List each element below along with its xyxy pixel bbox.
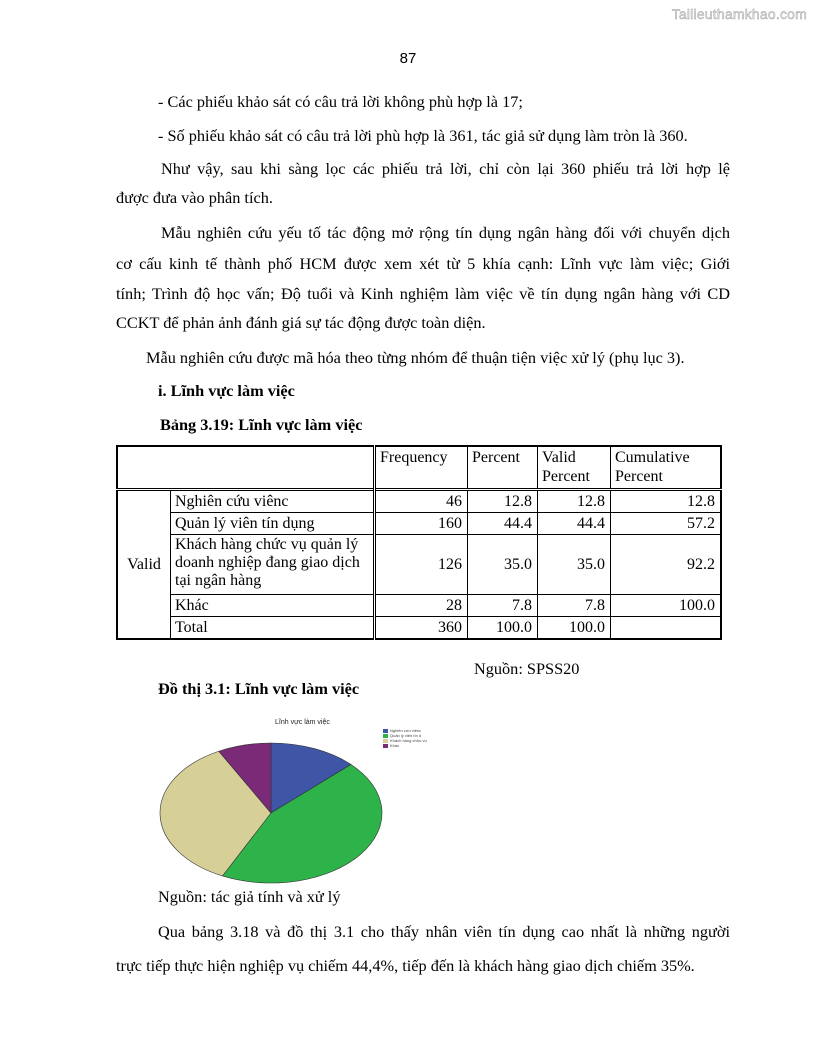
cell-frequency: 126 <box>375 535 468 595</box>
cell-cumulative: 57.2 <box>611 513 722 535</box>
header-cumulative-percent: Cumulative Percent <box>611 446 722 490</box>
header-frequency: Frequency <box>375 446 468 490</box>
header-percent: Percent <box>468 446 538 490</box>
cell-percent: 12.8 <box>468 490 538 513</box>
legend-swatch <box>383 734 388 738</box>
cell-valid-percent: 7.8 <box>538 595 611 617</box>
chart-caption: Đồ thị 3.1: Lĩnh vực làm việc <box>158 679 360 698</box>
frequency-table <box>116 445 722 640</box>
table-caption: Bảng 3.19: Lĩnh vực làm việc <box>160 415 363 434</box>
row-label: Quản lý viên tín dụng <box>171 513 375 535</box>
paragraph-line: Mẫu nghiên cứu yếu tố tác động mở rộng tín dụng ngân hàng đối với chuyển dịch <box>161 223 730 242</box>
cell-frequency: 160 <box>375 513 468 535</box>
paragraph-line: cơ cấu kinh tế thành phố HCM được xem xét từ 5 khía cạnh: Lĩnh vực làm việc; Giới <box>116 254 730 273</box>
bullet-item: - Các phiếu khảo sát có câu trả lời không phù hợp là 17; <box>158 92 523 111</box>
cell-percent: 35.0 <box>468 535 538 595</box>
cell-valid-percent: 12.8 <box>538 490 611 513</box>
cell-percent: 100.0 <box>468 617 538 640</box>
paragraph-line: trực tiếp thực hiện nghiệp vụ chiếm 44,4%, tiếp đến là khách hàng giao dịch chiếm 35%. <box>116 956 695 975</box>
cell-percent: 44.4 <box>468 513 538 535</box>
legend-label: Quản lý viên tín d <box>390 733 422 738</box>
header-valid-percent: Valid Percent <box>538 446 611 490</box>
pie-chart-svg <box>155 716 395 886</box>
cell-cumulative: 12.8 <box>611 490 722 513</box>
cell-valid-percent: 100.0 <box>538 617 611 640</box>
cell-cumulative: 92.2 <box>611 535 722 595</box>
cell-cumulative: 100.0 <box>611 595 722 617</box>
row-label: Khác <box>171 595 375 617</box>
table-header-row <box>117 446 721 490</box>
bullet-item: - Số phiếu khảo sát có câu trả lời phù hợp là 361, tác giả sử dụng làm tròn là 360. <box>158 126 688 145</box>
cell-percent: 7.8 <box>468 595 538 617</box>
paragraph-line: Như vậy, sau khi sàng lọc các phiếu trả lời, chỉ còn lại 360 phiếu trả lời hợp lệ <box>161 159 730 178</box>
watermark: Tailieuthamkhao.com <box>671 6 807 22</box>
cell-valid-percent: 35.0 <box>538 535 611 595</box>
row-label: Nghiên cứu viênc <box>171 490 375 513</box>
cell-valid-percent: 44.4 <box>538 513 611 535</box>
section-heading: i. Lĩnh vực làm việc <box>158 381 295 400</box>
chart-source: Nguồn: tác giả tính và xử lý <box>158 887 341 906</box>
row-label: Total <box>171 617 375 640</box>
pie-chart <box>155 716 451 886</box>
cell-frequency: 46 <box>375 490 468 513</box>
row-label: Khách hàng chức vụ quản lý doanh nghiệp đang giao dịch tại ngân hàng <box>171 535 375 595</box>
chart-legend <box>383 728 427 748</box>
legend-item <box>383 743 427 748</box>
group-label: Valid <box>117 490 171 640</box>
header-blank-cell <box>117 446 375 490</box>
chart-title: Lĩnh vực làm việc <box>275 719 330 726</box>
legend-label: Nghiên cứu viênc <box>390 728 422 733</box>
table-source: Nguồn: SPSS20 <box>474 659 580 678</box>
legend-swatch <box>383 739 388 743</box>
legend-swatch <box>383 744 388 748</box>
table-row <box>117 513 721 535</box>
paragraph-line: tính; Trình độ học vấn; Độ tuổi và Kinh nghiệm làm việc về tín dụng ngân hàng với CD <box>116 284 730 303</box>
page-number: 87 <box>399 50 417 67</box>
cell-frequency: 28 <box>375 595 468 617</box>
legend-label: Khác <box>390 743 400 748</box>
table-total-row <box>117 617 721 640</box>
table-row <box>117 490 721 513</box>
cell-cumulative <box>611 617 722 640</box>
paragraph-line: Qua bảng 3.18 và đồ thị 3.1 cho thấy nhân viên tín dụng cao nhất là những người <box>158 922 730 941</box>
table-row <box>117 595 721 617</box>
paragraph-line: Mẫu nghiên cứu được mã hóa theo từng nhóm để thuận tiện việc xử lý (phụ lục 3). <box>146 348 685 367</box>
table-row <box>117 535 721 595</box>
legend-swatch <box>383 729 388 733</box>
legend-label: Khách hàng chức vụ <box>390 738 427 743</box>
paragraph-line: CCKT để phản ảnh đánh giá sự tác động được toàn diện. <box>116 313 486 332</box>
paragraph-line: được đưa vào phân tích. <box>116 188 273 207</box>
cell-frequency: 360 <box>375 617 468 640</box>
